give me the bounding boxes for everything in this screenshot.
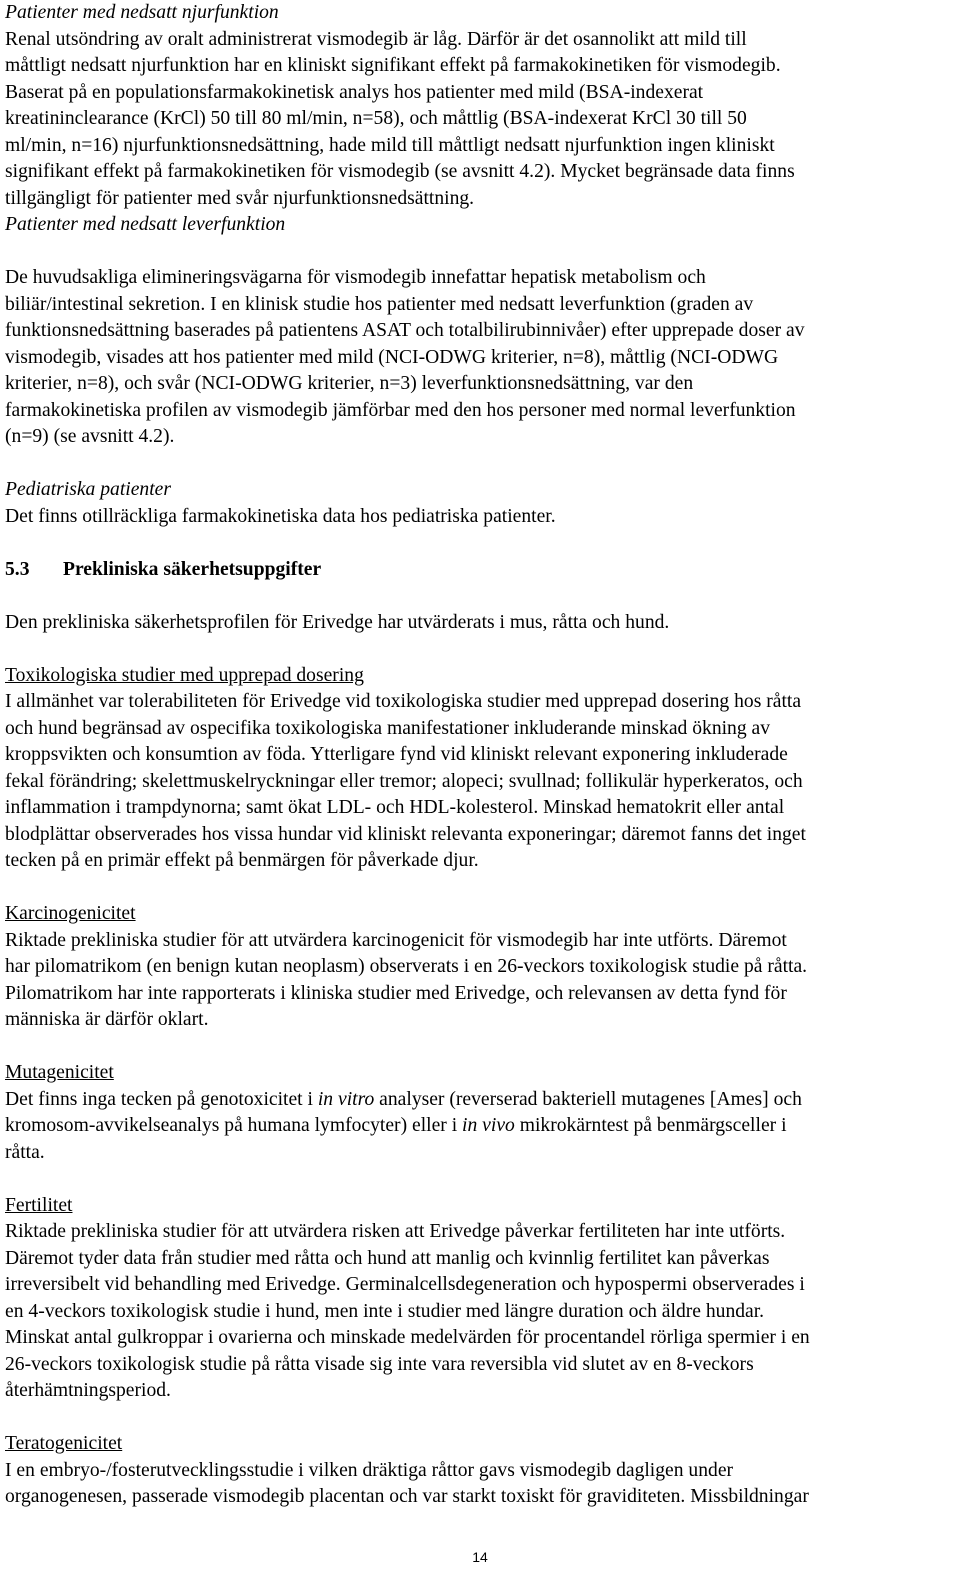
fertility-section <box>5 1193 955 1405</box>
paragraph-line: vismodegib, visades att hos patienter med mild (NCI-ODWG kriterier, n=8), måttlig (NCI-ODWG <box>5 346 779 368</box>
text-run: Det finns inga tecken på genotoxicitet i <box>5 1088 318 1110</box>
toxicology-section <box>5 663 955 875</box>
pediatric-section <box>5 477 955 530</box>
teratogenicity-heading: Teratogenicitet <box>5 1433 123 1454</box>
text-run: mikrokärntest på benmärgsceller i <box>514 1115 787 1136</box>
paragraph-line: råtta. <box>5 1141 45 1163</box>
paragraph-line: irreversibelt vid behandling med Erivedge. Germinalcellsdegeneration och hypospermi observerades i <box>5 1274 805 1295</box>
paragraph-line: 26-veckors toxikologisk studie på råtta visade sig inte vara reversibla vid slutet av en 8-veckors <box>5 1353 754 1375</box>
hepatic-heading: Patienter med nedsatt leverfunktion <box>5 214 286 235</box>
paragraph-line: kriterier, n=8), och svår (NCI-ODWG kriterier, n=3) leverfunktionsnedsättning, var den <box>5 373 694 394</box>
teratogenicity-section <box>5 1431 955 1511</box>
mutagenicity-section <box>5 1060 955 1166</box>
paragraph-line: tecken på en primär effekt på benmärgen för påverkade djur. <box>5 850 479 871</box>
text-run: analyser (reverserad bakteriell mutagenes [Ames] och <box>374 1088 802 1110</box>
paragraph-line: Baserat på en populationsfarmakokinetisk analys hos patienter med mild (BSA-indexerat <box>5 81 704 103</box>
paragraph-line: och hund begränsad av ospecifika toxikologiska manifestationer inkluderande minskad ökning av <box>5 717 771 739</box>
italic-term: in vivo <box>462 1115 515 1136</box>
renal-section <box>5 0 955 212</box>
paragraph-line: kroppsvikten och konsumtion av föda. Ytterligare fynd vid kliniskt relevant exponering inkluderade <box>5 744 788 765</box>
paragraph-line: (n=9) (se avsnitt 4.2). <box>5 426 175 447</box>
section-heading <box>5 557 955 584</box>
section-5-3 <box>5 557 955 637</box>
paragraph-line: återhämtningsperiod. <box>5 1380 171 1401</box>
paragraph-line: blodplättar observerades hos vissa hundar vid kliniskt relevanta exponeringar; däremot fanns det inget <box>5 823 806 845</box>
mutagenicity-heading: Mutagenicitet <box>5 1062 114 1083</box>
paragraph-line: Renal utsöndring av oralt administrerat vismodegib är låg. Därför är det osannolikt att mild till <box>5 28 747 50</box>
paragraph-line: biliär/intestinal sekretion. I en klinisk studie hos patienter med nedsatt leverfunktion (graden av <box>5 293 754 315</box>
paragraph-line: farmakokinetiska profilen av vismodegib jämförbar med den hos personer med normal leverfunktion <box>5 399 796 421</box>
paragraph-line: funktionsnedsättning baserades på patientens ASAT och totalbilirubinnivåer) efter upprepade doser av <box>5 320 805 341</box>
paragraph-line: Däremot tyder data från studier med råtta och hund att manlig och kvinnlig fertilitet kan påverkas <box>5 1247 770 1269</box>
paragraph-line: signifikant effekt på farmakokinetiken för vismodegib (se avsnitt 4.2). Mycket begränsade data finns <box>5 161 795 182</box>
renal-heading: Patienter med nedsatt njurfunktion <box>5 2 279 23</box>
paragraph-line <box>5 1087 955 1114</box>
italic-term: in vitro <box>317 1088 375 1110</box>
section-intro: Den prekliniska säkerhetsprofilen för Erivedge har utvärderats i mus, råtta och hund. <box>5 611 670 633</box>
paragraph-line: De huvudsakliga elimineringsvägarna för vismodegib innefattar hepatisk metabolism och <box>5 267 706 288</box>
paragraph-line: Riktade prekliniska studier för att utvärdera risken att Erivedge påverkar fertiliteten har inte utförts. <box>5 1221 786 1242</box>
paragraph-line: ml/min, n=16) njurfunktionsnedsättning, hade mild till måttligt nedsatt njurfunktion ingen kliniskt <box>5 134 775 156</box>
paragraph-line <box>5 1113 955 1140</box>
carcinogenicity-heading: Karcinogenicitet <box>5 903 136 924</box>
paragraph-line: I en embryo-/fosterutvecklingsstudie i vilken dräktiga råttor gavs vismodegib dagligen under <box>5 1459 734 1481</box>
section-number: 5.3 <box>5 558 30 580</box>
paragraph-line: människa är därför oklart. <box>5 1009 209 1030</box>
section-title: Prekliniska säkerhetsuppgifter <box>63 558 322 580</box>
fertility-heading: Fertilitet <box>5 1194 73 1216</box>
paragraph-line: tillgängligt för patienter med svår njurfunktionsnedsättning. <box>5 187 475 209</box>
hepatic-section <box>5 212 955 451</box>
document-page <box>5 0 955 1511</box>
paragraph-line: inflammation i trampdynorna; samt ökat LDL- och HDL-kolesterol. Minskad hematokrit eller antal <box>5 797 785 818</box>
toxicology-heading: Toxikologiska studier med upprepad dosering <box>5 664 364 686</box>
paragraph-line: Minskat antal gulkroppar i ovarierna och minskade medelvärden för procentandel rörliga spermier i en <box>5 1327 810 1348</box>
paragraph-line: måttligt nedsatt njurfunktion har en kliniskt signifikant effekt på farmakokinetiken för vismodegib. <box>5 55 781 76</box>
paragraph-line: organogenesen, passerade vismodegib placentan och var starkt toxiskt för graviditeten. Missbildningar <box>5 1486 809 1507</box>
text-run: kromosom-avvikelseanalys på humana lymfocyter) eller i <box>5 1115 463 1136</box>
paragraph-line: kreatininclearance (KrCl) 50 till 80 ml/min, n=58), och måttlig (BSA-indexerat KrCl 30 till 50 <box>5 108 747 129</box>
paragraph-line: en 4-veckors toxikologisk studie i hund, men inte i studier med längre duration och äldre hundar. <box>5 1300 765 1322</box>
paragraph-line: Riktade prekliniska studier för att utvärdera karcinogenicit för vismodegib har inte utförts. Däremot <box>5 929 787 951</box>
paragraph-line: har pilomatrikom (en benign kutan neoplasm) observerats i en 26-veckors toxikologisk studie på råtta. <box>5 956 808 977</box>
paragraph-line: Pilomatrikom har inte rapporterats i kliniska studier med Erivedge, och relevansen av detta fynd för <box>5 982 787 1004</box>
paragraph-line: I allmänhet var tolerabiliteten för Erivedge vid toxikologiska studier med upprepad dosering hos råtta <box>5 691 802 712</box>
carcinogenicity-section <box>5 901 955 1034</box>
page-number: 14 <box>472 1549 488 1565</box>
paragraph-line: fekal förändring; skelettmuskelryckningar eller tremor; alopeci; svullnad; follikulär hyperkeratos, och <box>5 770 803 792</box>
pediatric-heading: Pediatriska patienter <box>5 479 171 500</box>
paragraph-line: Det finns otillräckliga farmakokinetiska data hos pediatriska patienter. <box>5 505 556 527</box>
